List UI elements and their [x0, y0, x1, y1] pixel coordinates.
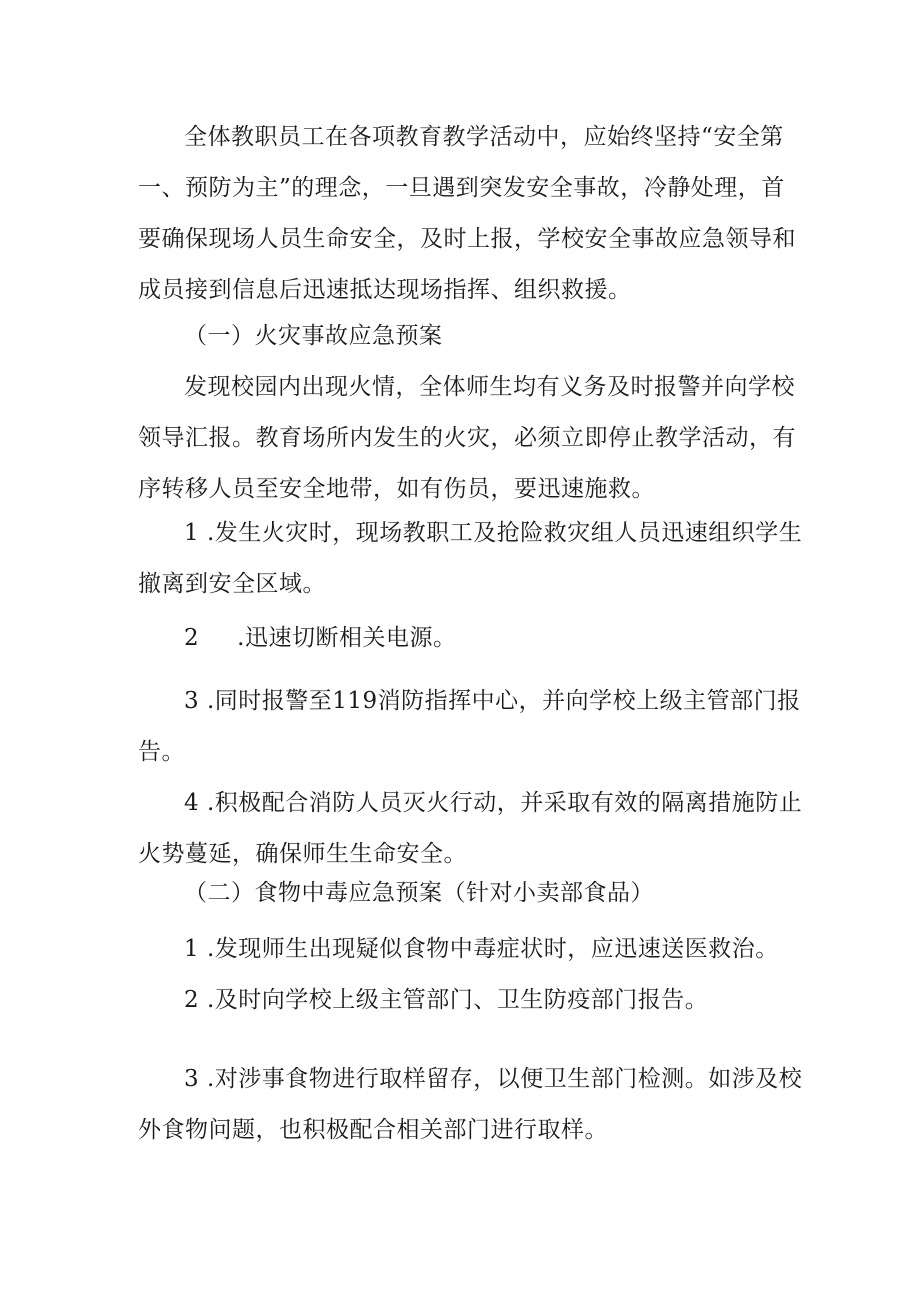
section1-intro-line-3: 序转移人员至安全地带，如有伤员，要迅速施救。	[138, 476, 655, 502]
item-number: 4	[184, 790, 200, 816]
intro-paragraph	[138, 112, 798, 316]
section2-item-2	[138, 975, 798, 1026]
section1-intro	[138, 362, 798, 515]
item-number: 3	[184, 1066, 200, 1092]
item-text-continuation: 外食物问题，也积极配合相关部门进行取样。	[138, 1117, 608, 1143]
section1-intro-line-1: 发现校园内出现火情，全体师生均有义务及时报警并向学校	[184, 374, 795, 400]
item-text: .发现师生出现疑似食物中毒症状时，应迅速送医救治。	[206, 936, 779, 962]
section2-item-1	[138, 924, 798, 975]
section1-heading: （一）火灾事故应急预案	[184, 323, 443, 349]
intro-line-3: 要确保现场人员生命安全，及时上报，学校安全事故应急领导和	[138, 226, 796, 252]
item-text: .发生火灾时，现场教职工及抢险救灾组人员迅速组织学生	[206, 520, 803, 546]
item-text-continuation: 火势蔓延，确保师生生命安全。	[138, 841, 467, 867]
intro-line-2: 一、预防为主”的理念，一旦遇到突发安全事故，冷静处理，首	[138, 175, 785, 201]
section1-intro-line-2: 领导汇报。教育场所内发生的火灾，必须立即停止教学活动，有	[138, 425, 796, 451]
item-text: .及时向学校上级主管部门、卫生防疫部门报告。	[206, 987, 709, 1013]
section1-item-2	[138, 613, 798, 664]
section1-item-3	[138, 676, 801, 778]
section2-item-3	[138, 1054, 803, 1156]
item-number: 2	[184, 987, 200, 1013]
item-number: 1	[184, 936, 200, 962]
section1-item-1	[138, 508, 803, 610]
item-text: .积极配合消防人员灭火行动，并采取有效的隔离措施防止	[206, 790, 803, 816]
item-text-continuation: 撤离到安全区域。	[138, 571, 326, 597]
item-text-continuation: 告。	[138, 739, 185, 765]
item-number: 1	[184, 520, 200, 546]
item-number: 2	[184, 625, 200, 651]
item-number: 3	[184, 688, 200, 714]
item-text: .同时报警至119消防指挥中心，并向学校上级主管部门报	[206, 688, 801, 714]
intro-line-4: 成员接到信息后迅速抵达现场指挥、组织救援。	[138, 277, 632, 303]
item-text: .对涉事食物进行取样留存，以便卫生部门检测。如涉及校	[206, 1066, 803, 1092]
section1-item-4	[138, 778, 803, 880]
item-text: .迅速切断相关电源。	[237, 625, 457, 651]
section2-heading: （二）食物中毒应急预案（针对小卖部食品）	[184, 880, 654, 906]
intro-line-1: 全体教职员工在各项教育教学活动中，应始终坚持“安全第	[184, 124, 784, 150]
